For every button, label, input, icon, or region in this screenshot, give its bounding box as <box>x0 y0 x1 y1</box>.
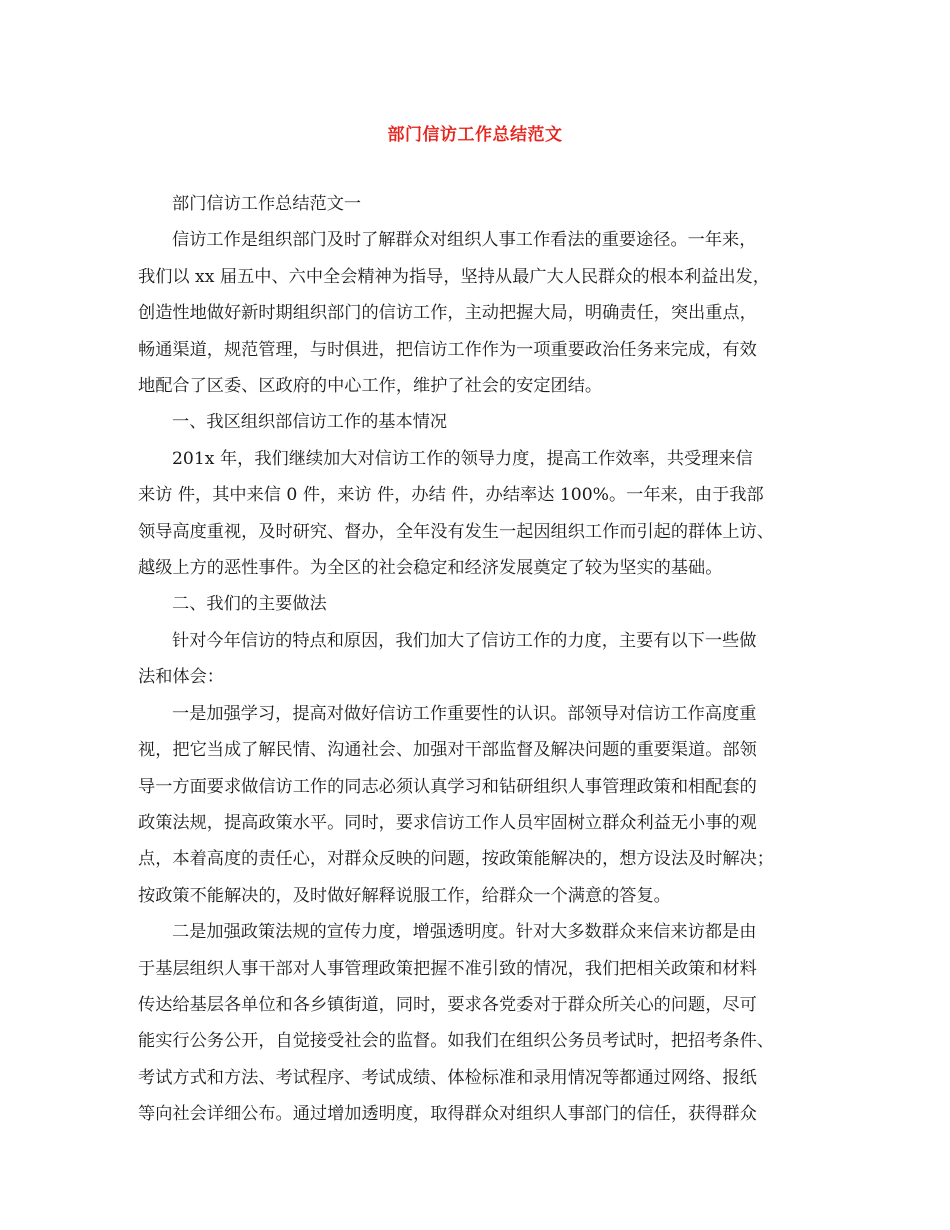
section-heading <box>138 404 828 440</box>
paragraph-line: 越级上方的恶性事件。为全区的社会稳定和经济发展奠定了较为坚实的基础。 <box>138 558 723 579</box>
paragraph-line: 法和体会： <box>138 667 224 688</box>
paragraph-line: 信访工作是组织部门及时了解群众对组织人事工作看法的重要途径。一年来， <box>172 230 757 251</box>
paragraph-line: 等向社会详细公布。通过增加透明度，取得群众对组织人事部门的信任，获得群众 <box>138 1104 757 1125</box>
paragraph-line: 于基层组织人事干部对人事管理政策把握不准引致的情况，我们把相关政策和材料 <box>138 958 757 979</box>
document-body <box>138 186 828 1133</box>
paragraph-line: 传达给基层各单位和各乡镇街道，同时，要求各党委对于群众所关心的问题，尽可 <box>138 994 757 1015</box>
paragraph <box>138 186 828 222</box>
paragraph-line: 政策法规，提高政策水平。同时，要求信访工作人员牢固树立群众利益无小事的观 <box>138 812 757 833</box>
paragraph <box>138 222 828 404</box>
paragraph-line: 按政策不能解决的，及时做好解释说服工作，给群众一个满意的答复。 <box>138 885 671 906</box>
paragraph-line: 来访 件，其中来信 0 件，来访 件，办结 件，办结率达 100%。一年来，由于我部 <box>138 485 764 506</box>
document-title: 部门信访工作总结范文 <box>387 125 563 145</box>
paragraph-line: 视，把它当成了解民情、沟通社会、加强对干部监督及解决问题的重要渠道。部领 <box>138 740 757 761</box>
paragraph-line: 一是加强学习，提高对做好信访工作重要性的认识。部领导对信访工作高度重 <box>172 703 757 724</box>
paragraph <box>138 623 828 696</box>
paragraph-line: 部门信访工作总结范文一 <box>172 194 362 214</box>
paragraph-line: 能实行公务公开，自觉接受社会的监督。如我们在组织公务员考试时，把招考条件、 <box>138 1031 774 1052</box>
paragraph-line: 201x 年，我们继续加大对信访工作的领导力度，提高工作效率，共受理来信 <box>172 448 753 469</box>
paragraph-line: 领导高度重视，及时研究、督办，全年没有发生一起因组织工作而引起的群体上访、 <box>138 521 774 542</box>
paragraph-line: 地配合了区委、区政府的中心工作，维护了社会的安定团结。 <box>138 376 603 397</box>
paragraph-line: 我们以 xx 届五中、六中全会精神为指导，坚持从最广大人民群众的根本利益出发， <box>138 266 770 287</box>
paragraph-line: 二、我们的主要做法 <box>172 594 327 615</box>
paragraph-line: 针对今年信访的特点和原因，我们加大了信访工作的力度，主要有以下一些做 <box>172 630 757 651</box>
paragraph <box>138 914 828 1132</box>
paragraph-line: 畅通渠道，规范管理，与时俱进，把信访工作作为一项重要政治任务来完成，有效 <box>138 339 757 360</box>
paragraph <box>138 441 828 587</box>
section-heading <box>138 586 828 622</box>
paragraph-line: 创造性地做好新时期组织部门的信访工作，主动把握大局，明确责任，突出重点， <box>138 303 757 324</box>
paragraph-line: 导一方面要求做信访工作的同志必须认真学习和钻研组织人事管理政策和相配套的 <box>138 776 757 797</box>
paragraph-line: 二是加强政策法规的宣传力度，增强透明度。针对大多数群众来信来访都是由 <box>172 922 757 943</box>
paragraph-line: 考试方式和方法、考试程序、考试成绩、体检标准和录用情况等都通过网络、报纸 <box>138 1067 757 1088</box>
paragraph-line: 一、我区组织部信访工作的基本情况 <box>172 412 448 433</box>
paragraph-line: 点，本着高度的责任心，对群众反映的问题，按政策能解决的，想方设法及时解决； <box>138 849 774 870</box>
paragraph <box>138 696 828 914</box>
